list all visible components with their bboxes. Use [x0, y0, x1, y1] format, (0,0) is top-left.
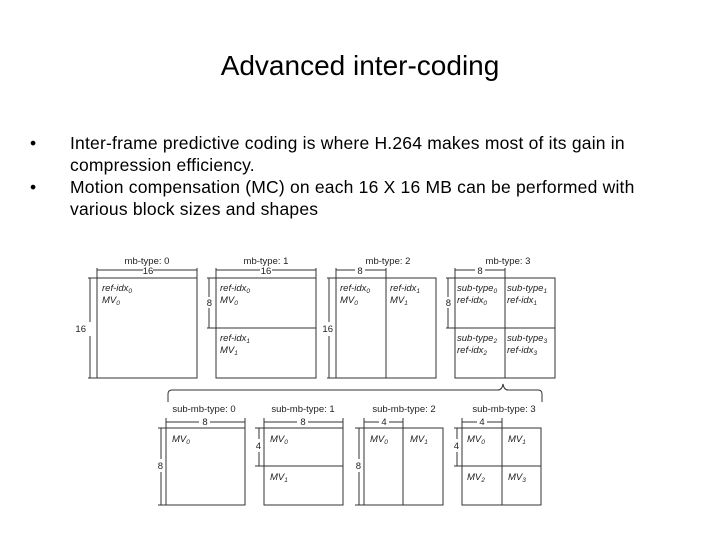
- bullet-dot: •: [30, 177, 37, 197]
- bullet-dot: •: [30, 133, 37, 153]
- dimension-label: 16: [322, 324, 333, 335]
- partition-label: $MV_2$: [467, 472, 485, 484]
- mb-type-2-label: mb-type: 2: [365, 256, 411, 267]
- sub-mb-type-0-block: [158, 418, 245, 505]
- dimension-label: 16: [75, 324, 86, 335]
- dimension-label: 8: [206, 298, 212, 309]
- sub-mb-type-2-block: [355, 418, 443, 505]
- sub-mb-type-3-block: [454, 418, 541, 505]
- dimension-label: 8: [300, 417, 306, 428]
- partition-label: sub-type$_0$: [457, 283, 498, 295]
- dimension-label: 4: [453, 441, 459, 452]
- partition-label: $MV_1$: [390, 295, 408, 307]
- partition-label: ref-idx$_0$: [102, 283, 133, 295]
- partition-label: $MV_1$: [410, 434, 428, 446]
- dimension-label: 4: [479, 417, 485, 428]
- partition-label: sub-type$_2$: [457, 333, 498, 345]
- sub-mb-type-0-label: sub-mb-type: 0: [172, 404, 236, 415]
- bullet-text: Inter-frame predictive coding is where H.264 makes most of its gain in compression efficiency.: [70, 133, 625, 175]
- partition-label: sub-type$_1$: [507, 283, 548, 295]
- partition-label: $MV_0$: [220, 295, 238, 307]
- mb-type-0-label: mb-type: 0: [124, 256, 170, 267]
- partition-label: ref-idx$_3$: [507, 345, 538, 357]
- partition-label: ref-idx$_0$: [340, 283, 371, 295]
- sub-mb-type-2-label: sub-mb-type: 2: [372, 404, 436, 415]
- bullet-text: Motion compensation (MC) on each 16 X 16 MB can be performed with various block sizes and shapes: [70, 177, 635, 219]
- partition-label: ref-idx$_0$: [220, 283, 251, 295]
- partition-label: $MV_0$: [370, 434, 388, 446]
- partition-label: $MV_1$: [220, 345, 238, 357]
- partition-label: $MV_0$: [467, 434, 485, 446]
- dimension-label: 4: [255, 441, 261, 452]
- dimension-label: 16: [260, 266, 272, 277]
- partition-label: $MV_0$: [102, 295, 120, 307]
- dimension-label: 8: [202, 417, 208, 428]
- brace: [168, 384, 542, 402]
- mb-type-1-label: mb-type: 1: [243, 256, 289, 267]
- partition-label: ref-idx$_2$: [457, 345, 488, 357]
- sub-mb-type-1-label: sub-mb-type: 1: [271, 404, 335, 415]
- dimension-label: 16: [142, 266, 154, 277]
- sub-mb-type-1-block: [255, 418, 343, 505]
- dimension-label: 8: [477, 266, 483, 277]
- partition-label: ref-idx$_1$: [220, 333, 251, 345]
- dimension-label: 8: [357, 266, 363, 277]
- dimension-label: 8: [157, 461, 163, 472]
- slide-title: Advanced inter-coding: [220, 50, 500, 81]
- partition-label: $MV_0$: [340, 295, 358, 307]
- sub-mb-type-3-label: sub-mb-type: 3: [472, 404, 536, 415]
- dimension-label: 4: [381, 417, 387, 428]
- partition-label: ref-idx$_1$: [507, 295, 538, 307]
- partition-label: sub-type$_3$: [507, 333, 548, 345]
- partition-label: $MV_1$: [270, 472, 288, 484]
- partition-label: $MV_3$: [508, 472, 526, 484]
- dimension-label: 8: [355, 461, 361, 472]
- partition-label: ref-idx$_0$: [457, 295, 488, 307]
- mb-type-3-label: mb-type: 3: [485, 256, 531, 267]
- dimension-label: 8: [445, 298, 451, 309]
- partition-label: $MV_1$: [508, 434, 526, 446]
- partition-label: $MV_0$: [172, 434, 190, 446]
- partition-label: ref-idx$_1$: [390, 283, 421, 295]
- partition-label: $MV_0$: [270, 434, 288, 446]
